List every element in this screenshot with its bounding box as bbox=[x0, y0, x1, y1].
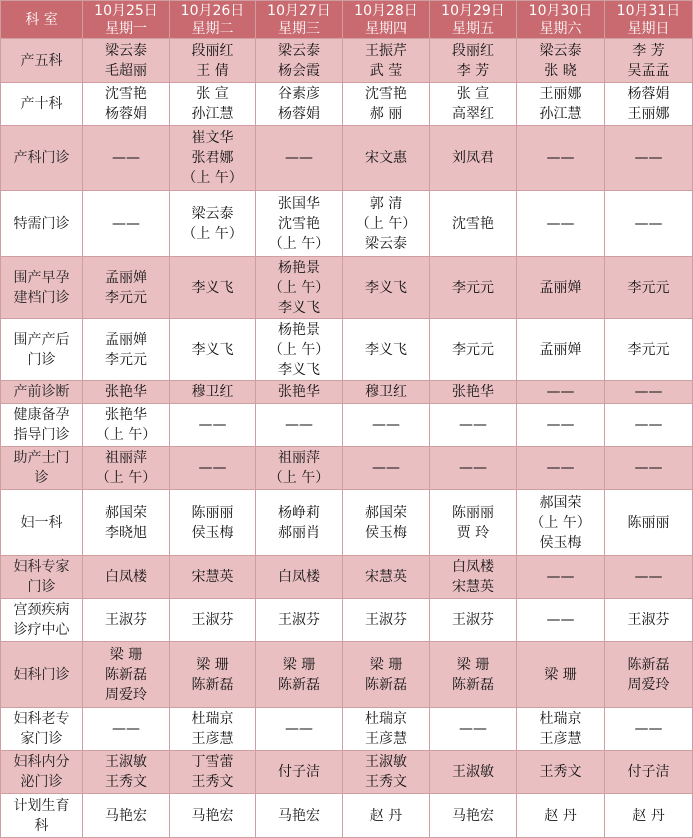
schedule-cell: 王秀文 bbox=[517, 751, 605, 794]
schedule-cell: 李义飞 bbox=[170, 319, 256, 381]
schedule-cell: 郝国荣 （上 午） 侯玉梅 bbox=[517, 490, 605, 556]
header-date: 10月30日 bbox=[528, 2, 593, 19]
header-day-3 bbox=[256, 1, 343, 39]
schedule-cell: 陈丽丽 bbox=[605, 490, 693, 556]
schedule-cell: 杨峥莉 郝丽肖 bbox=[256, 490, 343, 556]
table-row bbox=[1, 490, 693, 556]
schedule-cell: 张艳华 （上 午） bbox=[83, 404, 170, 447]
header-weekday: 星期五 bbox=[452, 20, 494, 37]
header-date: 10月26日 bbox=[180, 2, 245, 19]
schedule-cell: 沈雪艳 杨蓉娟 bbox=[83, 83, 170, 126]
header-date: 10月27日 bbox=[267, 2, 331, 19]
table-row bbox=[1, 556, 693, 599]
table-row bbox=[1, 794, 693, 838]
schedule-cell: 宋文惠 bbox=[343, 126, 430, 191]
schedule-cell: —— bbox=[83, 708, 170, 751]
schedule-cell: —— bbox=[517, 381, 605, 404]
schedule-cell: 崔文华 张君娜 （上 午） bbox=[170, 126, 256, 191]
schedule-cell: 丁雪蕾 王秀文 bbox=[170, 751, 256, 794]
schedule-cell: 沈雪艳 郝 丽 bbox=[343, 83, 430, 126]
header-day-2 bbox=[170, 1, 256, 39]
header-date: 10月29日 bbox=[441, 2, 505, 19]
schedule-cell: —— bbox=[605, 404, 693, 447]
schedule-cell: 王淑敏 王秀文 bbox=[343, 751, 430, 794]
schedule-cell: 王淑芬 bbox=[343, 599, 430, 642]
department-cell: 产十科 bbox=[1, 83, 83, 126]
department-cell: 计划生育 科 bbox=[1, 794, 83, 838]
schedule-cell: 李元元 bbox=[605, 257, 693, 319]
schedule-cell: 王淑芬 bbox=[170, 599, 256, 642]
header-dept: 科 室 bbox=[1, 1, 83, 39]
schedule-cell: 马艳宏 bbox=[430, 794, 517, 838]
table-row bbox=[1, 404, 693, 447]
schedule-cell: 梁云泰 张 晓 bbox=[517, 39, 605, 83]
header-day-1 bbox=[83, 1, 170, 39]
schedule-cell: —— bbox=[83, 126, 170, 191]
department-cell: 妇科专家 门诊 bbox=[1, 556, 83, 599]
schedule-cell: —— bbox=[343, 404, 430, 447]
schedule-cell: 谷素彦 杨蓉娟 bbox=[256, 83, 343, 126]
schedule-cell: 付子洁 bbox=[605, 751, 693, 794]
schedule-cell: 梁云泰 （上 午） bbox=[170, 191, 256, 257]
schedule-cell: 祖丽萍 （上 午） bbox=[256, 447, 343, 490]
schedule-cell: —— bbox=[517, 404, 605, 447]
header-day-6 bbox=[517, 1, 605, 39]
table-row bbox=[1, 708, 693, 751]
schedule-cell: —— bbox=[170, 447, 256, 490]
schedule-cell: 梁 珊 陈新磊 bbox=[343, 642, 430, 708]
schedule-cell: 张艳华 bbox=[256, 381, 343, 404]
schedule-cell: 白凤楼 bbox=[83, 556, 170, 599]
header-weekday: 星期一 bbox=[105, 20, 147, 37]
department-cell: 特需门诊 bbox=[1, 191, 83, 257]
schedule-cell: 孟丽婵 bbox=[517, 257, 605, 319]
schedule-cell: 段丽红 王 倩 bbox=[170, 39, 256, 83]
table-row bbox=[1, 319, 693, 381]
department-cell: 妇一科 bbox=[1, 490, 83, 556]
schedule-cell: —— bbox=[517, 556, 605, 599]
schedule-cell: —— bbox=[343, 447, 430, 490]
schedule-cell: 孟丽婵 李元元 bbox=[83, 257, 170, 319]
schedule-cell: 赵 丹 bbox=[605, 794, 693, 838]
schedule-cell: 宋慧英 bbox=[170, 556, 256, 599]
header-weekday: 星期四 bbox=[365, 20, 407, 37]
schedule-cell: 王丽娜 孙江慧 bbox=[517, 83, 605, 126]
schedule-cell: —— bbox=[430, 404, 517, 447]
schedule-cell: 郝国荣 李晓旭 bbox=[83, 490, 170, 556]
department-cell: 妇科老专 家门诊 bbox=[1, 708, 83, 751]
schedule-cell: 王淑芬 bbox=[605, 599, 693, 642]
schedule-cell: —— bbox=[256, 404, 343, 447]
table-row bbox=[1, 126, 693, 191]
schedule-cell: 梁 珊 陈新磊 周爱玲 bbox=[83, 642, 170, 708]
schedule-cell: 王淑敏 王秀文 bbox=[83, 751, 170, 794]
schedule-cell: 段丽红 李 芳 bbox=[430, 39, 517, 83]
schedule-cell: 张国华 沈雪艳 （上 午） bbox=[256, 191, 343, 257]
schedule-cell: 杜瑞京 王彦慧 bbox=[343, 708, 430, 751]
department-cell: 健康备孕 指导门诊 bbox=[1, 404, 83, 447]
header-row bbox=[1, 1, 693, 39]
schedule-cell: —— bbox=[517, 126, 605, 191]
schedule-cell: —— bbox=[605, 708, 693, 751]
schedule-cell: 穆卫红 bbox=[170, 381, 256, 404]
department-cell: 宫颈疾病 诊疗中心 bbox=[1, 599, 83, 642]
department-cell: 产科门诊 bbox=[1, 126, 83, 191]
department-cell: 助产士门 诊 bbox=[1, 447, 83, 490]
table-row bbox=[1, 381, 693, 404]
schedule-cell: —— bbox=[517, 191, 605, 257]
schedule-cell: 郝国荣 侯玉梅 bbox=[343, 490, 430, 556]
schedule-cell: —— bbox=[605, 447, 693, 490]
department-cell: 妇科内分 泌门诊 bbox=[1, 751, 83, 794]
schedule-cell: —— bbox=[256, 708, 343, 751]
schedule-cell: —— bbox=[256, 126, 343, 191]
schedule-cell: 张 宣 高翠红 bbox=[430, 83, 517, 126]
header-date: 10月28日 bbox=[354, 2, 418, 19]
header-date: 10月31日 bbox=[616, 2, 681, 19]
header-weekday: 星期日 bbox=[627, 20, 670, 37]
department-cell: 产前诊断 bbox=[1, 381, 83, 404]
schedule-cell: 李元元 bbox=[605, 319, 693, 381]
schedule-cell: 王淑芬 bbox=[83, 599, 170, 642]
table-row bbox=[1, 447, 693, 490]
schedule-cell: 王淑芬 bbox=[430, 599, 517, 642]
schedule-cell: —— bbox=[430, 447, 517, 490]
schedule-cell: —— bbox=[605, 191, 693, 257]
department-cell: 产五科 bbox=[1, 39, 83, 83]
schedule-cell: 沈雪艳 bbox=[430, 191, 517, 257]
schedule-cell: 白凤楼 宋慧英 bbox=[430, 556, 517, 599]
schedule-cell: 王淑敏 bbox=[430, 751, 517, 794]
schedule-cell: 杨艳景 （上 午） 李义飞 bbox=[256, 257, 343, 319]
table-row bbox=[1, 39, 693, 83]
schedule-cell: 杨蓉娟 王丽娜 bbox=[605, 83, 693, 126]
schedule-cell: 杜瑞京 王彦慧 bbox=[170, 708, 256, 751]
header-weekday: 星期六 bbox=[539, 20, 582, 37]
schedule-cell: 梁 珊 陈新磊 bbox=[430, 642, 517, 708]
schedule-cell: 付子洁 bbox=[256, 751, 343, 794]
schedule-cell: 陈丽丽 侯玉梅 bbox=[170, 490, 256, 556]
schedule-cell: 陈丽丽 贾 玲 bbox=[430, 490, 517, 556]
schedule-cell: 马艳宏 bbox=[256, 794, 343, 838]
schedule-cell: 祖丽萍 （上 午） bbox=[83, 447, 170, 490]
schedule-cell: —— bbox=[605, 556, 693, 599]
schedule-cell: —— bbox=[83, 191, 170, 257]
header-weekday: 星期二 bbox=[191, 20, 234, 37]
schedule-cell: 赵 丹 bbox=[343, 794, 430, 838]
schedule-cell: 梁云泰 毛超丽 bbox=[83, 39, 170, 83]
schedule-cell: —— bbox=[170, 404, 256, 447]
schedule-cell: 李义飞 bbox=[343, 319, 430, 381]
table-row bbox=[1, 751, 693, 794]
schedule-cell: 张艳华 bbox=[430, 381, 517, 404]
schedule-cell: 李义飞 bbox=[170, 257, 256, 319]
schedule-cell: 梁云泰 杨会霞 bbox=[256, 39, 343, 83]
header-day-5 bbox=[430, 1, 517, 39]
schedule-cell: 马艳宏 bbox=[83, 794, 170, 838]
schedule-cell: 马艳宏 bbox=[170, 794, 256, 838]
schedule-cell: —— bbox=[605, 381, 693, 404]
schedule-cell: —— bbox=[517, 447, 605, 490]
department-cell: 妇科门诊 bbox=[1, 642, 83, 708]
schedule-cell: 宋慧英 bbox=[343, 556, 430, 599]
department-cell: 围产产后 门诊 bbox=[1, 319, 83, 381]
schedule-cell: 刘凤君 bbox=[430, 126, 517, 191]
header-day-4 bbox=[343, 1, 430, 39]
header-date: 10月25日 bbox=[94, 2, 158, 19]
schedule-cell: 李元元 bbox=[430, 319, 517, 381]
schedule-cell: —— bbox=[517, 599, 605, 642]
table-row bbox=[1, 83, 693, 126]
schedule-cell: 王振芹 武 莹 bbox=[343, 39, 430, 83]
schedule-cell: 梁 珊 陈新磊 bbox=[170, 642, 256, 708]
schedule-cell: 杨艳景 （上 午） 李义飞 bbox=[256, 319, 343, 381]
schedule-cell: 李义飞 bbox=[343, 257, 430, 319]
schedule-cell: 孟丽婵 李元元 bbox=[83, 319, 170, 381]
schedule-cell: 陈新磊 周爱玲 bbox=[605, 642, 693, 708]
table-row bbox=[1, 599, 693, 642]
header-weekday: 星期三 bbox=[278, 20, 320, 37]
schedule-cell: 白凤楼 bbox=[256, 556, 343, 599]
schedule-cell: 李 芳 吴孟孟 bbox=[605, 39, 693, 83]
header-day-7 bbox=[605, 1, 693, 39]
schedule-cell: —— bbox=[605, 126, 693, 191]
schedule-cell: 郭 清 （上 午） 梁云泰 bbox=[343, 191, 430, 257]
table-row bbox=[1, 257, 693, 319]
schedule-cell: 梁 珊 陈新磊 bbox=[256, 642, 343, 708]
schedule-cell: 张 宣 孙江慧 bbox=[170, 83, 256, 126]
schedule-cell: —— bbox=[430, 708, 517, 751]
schedule-cell: 穆卫红 bbox=[343, 381, 430, 404]
schedule-cell: 孟丽婵 bbox=[517, 319, 605, 381]
department-cell: 围产早孕 建档门诊 bbox=[1, 257, 83, 319]
schedule-cell: 李元元 bbox=[430, 257, 517, 319]
schedule-cell: 赵 丹 bbox=[517, 794, 605, 838]
schedule-cell: 王淑芬 bbox=[256, 599, 343, 642]
schedule-cell: 杜瑞京 王彦慧 bbox=[517, 708, 605, 751]
table-row bbox=[1, 191, 693, 257]
schedule-cell: 梁 珊 bbox=[517, 642, 605, 708]
table-row bbox=[1, 642, 693, 708]
schedule-cell: 张艳华 bbox=[83, 381, 170, 404]
